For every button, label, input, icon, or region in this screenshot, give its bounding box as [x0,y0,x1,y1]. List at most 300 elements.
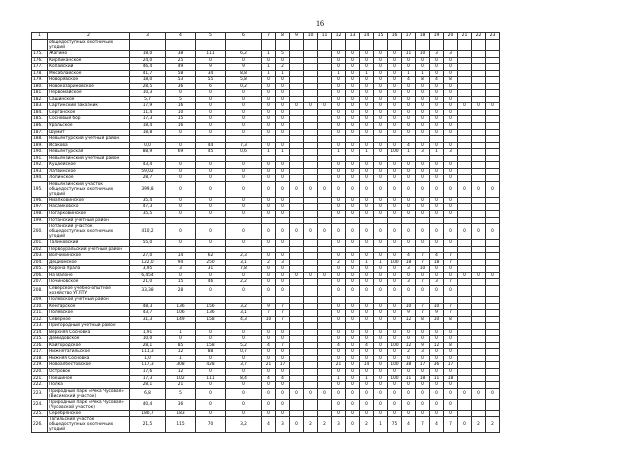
value-cell: 0 [388,349,402,356]
value-cell: 7 [262,310,276,317]
value-cell: 0 [166,142,196,149]
value-cell: 9 [416,342,430,349]
value-cell: 1 [374,259,388,266]
row-number-cell: 186. [32,123,48,130]
value-cell: 0 [360,51,374,58]
value-cell: 7 [416,253,430,260]
value-cell: 0 [472,181,486,197]
value-cell: 0 [444,83,458,90]
name-cell: Кенгарское [48,303,130,310]
value-cell: 3,95 [130,266,166,273]
row-number-cell: 202. [32,246,48,253]
value-cell: 0 [346,355,360,362]
value-cell: 36 [166,83,196,90]
value-cell: 0 [430,109,444,116]
value-cell: 0 [346,197,360,204]
value-cell: 7 [444,279,458,286]
value-cell: 0 [360,129,374,136]
value-cell: 0 [430,272,444,279]
value-cell: 0 [196,224,226,240]
value-cell: 4 [402,142,416,149]
value-cell: 0 [416,211,430,218]
value-cell: 0 [360,272,374,279]
value-cell: 10 [262,316,276,323]
value-cell: 9 [430,310,444,317]
value-cell: 0 [472,388,486,399]
value-cell: 0 [276,349,290,356]
value-cell: 0 [402,90,416,97]
value-cell: 0 [444,224,458,240]
value-cell: 0 [388,83,402,90]
value-cell: 0 [332,90,346,97]
value-cell: 0 [374,362,388,369]
value-cell: 0 [388,168,402,175]
value-cell: 3 [402,266,416,273]
value-cell: 0 [360,197,374,204]
name-cell: Починовское [48,279,130,286]
value-cell: 0 [388,70,402,77]
value-cell: 0 [360,368,374,375]
value-cell: 0 [226,211,262,218]
value-cell: 5,2 [226,342,262,349]
value-cell: 0 [226,388,262,399]
value-cell: 0 [196,336,226,343]
value-cell: 0 [374,123,388,130]
value-cell: 0 [374,162,388,169]
value-cell: 0 [346,51,360,58]
name-cell: Латвинское [48,168,130,175]
name-cell: Сартинский заказник [48,103,130,110]
value-cell: 0 [332,266,346,273]
value-cell: 47,3 [130,204,166,211]
value-cell: 0 [226,285,262,296]
name-cell: Полка [48,382,130,389]
value-cell: 43,4 [130,162,166,169]
value-cell: 21 [262,362,276,369]
value-cell: 0 [402,388,416,399]
value-cell: 0 [332,279,346,286]
value-cell: 4 [262,342,276,349]
value-cell: 0 [332,382,346,389]
value-cell: 0 [388,204,402,211]
value-cell: 0 [226,204,262,211]
value-cell: 183 [166,410,196,417]
row-number-cell: 182. [32,96,48,103]
value-cell: 0 [276,355,290,362]
row-number-cell: 201. [32,240,48,247]
header-cell: 4 [166,33,196,40]
value-cell: 0 [166,211,196,218]
value-cell: 0 [196,410,226,417]
header-cell: 23 [486,33,500,40]
row-number-cell: 181. [32,90,48,97]
value-cell: 0 [444,211,458,218]
value-cell: 3 [332,417,346,433]
value-cell: 5,8 [226,77,262,84]
value-cell: 0 [360,103,374,110]
value-cell: 0 [346,204,360,211]
name-cell: Кайгородское [48,342,130,349]
value-cell: 0 [196,57,226,64]
value-cell: 0 [430,129,444,136]
value-cell: 0 [276,279,290,286]
value-cell [458,285,472,296]
value-cell: 0 [430,181,444,197]
row-number-cell: 177. [32,64,48,71]
value-cell: 0 [374,368,388,375]
value-cell: 3 [402,279,416,286]
value-cell: 0 [416,175,430,182]
value-cell: 0 [374,285,388,296]
value-cell: 0 [374,109,388,116]
value-cell: 0 [196,355,226,362]
value-cell: 0 [196,129,226,136]
value-cell: 0 [416,181,430,197]
value-cell: 0 [444,57,458,64]
name-cell: Верхняя Сосновка [48,329,130,336]
value-cell: 0 [388,64,402,71]
value-cell [226,40,262,51]
value-cell: 0 [262,279,276,286]
value-cell: 0 [458,417,472,433]
value-cell: 0 [196,123,226,130]
value-cell: 0 [416,204,430,211]
value-cell: 0 [332,197,346,204]
value-cell: 0 [374,279,388,286]
value-cell: 7,3 [226,142,262,149]
name-cell: Серганское [48,109,130,116]
table-row [32,285,500,296]
value-cell: 7 [444,259,458,266]
value-cell: 2,3 [226,253,262,260]
value-cell: 18,8 [130,129,166,136]
value-cell: 8 [444,342,458,349]
value-cell: 0 [374,355,388,362]
value-cell: 0 [262,240,276,247]
value-cell: 0 [196,175,226,182]
value-cell: 0 [346,129,360,136]
value-cell: 0 [226,103,262,110]
header-cell: 14 [360,33,374,40]
value-cell: 59,02 [130,168,166,175]
header-cell: 19 [430,33,444,40]
value-cell: 0 [262,162,276,169]
name-cell: Копайский [48,64,130,71]
value-cell: 0 [196,168,226,175]
data-table [31,32,500,433]
name-cell: Пригородный учетный район [48,323,130,330]
row-number-cell: 199. [32,217,48,224]
value-cell: 0 [416,285,430,296]
value-cell: 0 [332,303,346,310]
value-cell: 0 [360,279,374,286]
value-cell: 0 [262,181,276,197]
value-cell: 156 [196,303,226,310]
value-cell: 0 [416,368,430,375]
value-cell: 40,4 [130,399,166,410]
value-cell: 0 [346,109,360,116]
value-cell: 0 [388,109,402,116]
value-cell: 0 [388,103,402,110]
value-cell: 12 [166,349,196,356]
value-cell: 0 [374,83,388,90]
value-cell: 0 [388,285,402,296]
value-cell: 0 [276,368,290,375]
value-cell: 4 [402,417,416,433]
value-cell: 0 [346,96,360,103]
name-cell: Северное [48,316,130,323]
value-cell: 0 [430,266,444,273]
value-cell: 6,454 [130,272,166,279]
value-cell: 0 [388,162,402,169]
value-cell: 55 [196,77,226,84]
value-cell: 0 [402,399,416,410]
value-cell: 0 [346,382,360,389]
value-cell: 3,2 [226,303,262,310]
value-cell: 18 [444,375,458,382]
value-cell [472,285,486,296]
value-cell: 0 [166,175,196,182]
value-cell: 2,2 [226,279,262,286]
value-cell: 0 [276,410,290,417]
value-cell: 5 [276,51,290,58]
value-cell: 136 [196,310,226,317]
value-cell: 11 [402,51,416,58]
row-number-cell: 222. [32,382,48,389]
value-cell: 8 [416,77,430,84]
value-cell: 0 [416,272,430,279]
name-cell: Сашинское [48,96,130,103]
value-cell: 0 [262,175,276,182]
value-cell: 0 [416,116,430,123]
value-cell: 8,4 [226,375,262,382]
value-cell: 28 [166,285,196,296]
value-cell: 0 [444,272,458,279]
value-cell: 38 [166,51,196,58]
row-number-cell: 208. [32,285,48,296]
value-cell: 0 [332,51,346,58]
value-cell: 0 [430,224,444,240]
value-cell [318,399,332,410]
value-cell: 0 [402,103,416,110]
value-cell: 2 [472,417,486,433]
value-cell: 0 [402,175,416,182]
value-cell: 16 [166,123,196,130]
header-cell: 6 [226,33,262,40]
value-cell: 0 [346,310,360,317]
value-cell: 0 [388,175,402,182]
value-cell: 6,2 [226,51,262,58]
value-cell: 0 [346,240,360,247]
name-cell: Нижнетагильское [48,349,130,356]
value-cell: 0 [276,382,290,389]
row-number-cell: 179. [32,77,48,84]
value-cell: 0 [196,116,226,123]
value-cell: 88 [196,349,226,356]
value-cell: 35,4 [130,197,166,204]
value-cell: 0 [332,116,346,123]
value-cell: 0 [196,96,226,103]
value-cell: 0 [388,240,402,247]
name-cell: Первоуральский учетный район [48,246,130,253]
value-cell: 100 [388,342,402,349]
value-cell: 0 [388,197,402,204]
value-cell: 4 [430,253,444,260]
name-cell: Насамковско [48,204,130,211]
value-cell: 0 [360,90,374,97]
value-cell: 34 [196,70,226,77]
value-cell: 0 [332,57,346,64]
value-cell: 0 [304,103,318,110]
value-cell: 0 [374,310,388,317]
value-cell: 250 [196,259,226,266]
value-cell: 0 [360,168,374,175]
value-cell: 0 [360,253,374,260]
table-row [32,224,500,240]
value-cell: 0 [226,382,262,389]
value-cell: 8 [416,316,430,323]
row-number-cell: 225. [32,410,48,417]
value-cell: 17,9 [130,103,166,110]
value-cell: 4 [332,342,346,349]
header-cell: 18 [416,33,430,40]
value-cell: 4 [430,417,444,433]
value-cell: 0 [374,70,388,77]
value-cell: 0 [458,224,472,240]
value-cell: 21 [332,362,346,369]
value-cell: 0 [388,224,402,240]
value-cell: 0 [458,103,472,110]
name-cell: общедоступных охотничьих угодий [48,40,130,51]
value-cell: 10,0 [130,336,166,343]
value-cell: 0 [332,272,346,279]
value-cell: 0 [374,168,388,175]
value-cell: 0 [318,388,332,399]
value-cell: 0 [472,272,486,279]
value-cell: 0 [472,103,486,110]
value-cell: 0 [360,204,374,211]
value-cell: 0 [360,316,374,323]
value-cell: 0 [374,253,388,260]
value-cell: 0 [226,57,262,64]
value-cell: 0 [360,64,374,71]
value-cell: 0 [374,64,388,71]
value-cell: 1 [332,375,346,382]
value-cell: 0 [486,181,500,197]
value-cell [486,285,500,296]
value-cell: 0 [276,96,290,103]
value-cell: 2 [318,417,332,433]
value-cell: 0 [332,355,346,362]
value-cell: 7 [276,303,290,310]
header-cell: 17 [402,33,416,40]
value-cell: 0 [346,388,360,399]
table-row [32,417,500,433]
row-number-cell: 191. [32,155,48,162]
name-cell: Полевской учетный район [48,296,130,303]
value-cell: 7,8 [226,266,262,273]
value-cell: 0 [430,168,444,175]
value-cell: 0 [332,388,346,399]
value-cell: 2 [360,417,374,433]
name-cell: Островок [48,368,130,375]
name-cell: Шумит [48,129,130,136]
value-cell: 0 [262,197,276,204]
value-cell: 0 [332,181,346,197]
name-cell: Тагильский участок общедоступных охотничьих угодий [48,417,130,433]
value-cell: 0 [388,399,402,410]
value-cell: 0 [374,329,388,336]
row-number-cell: 215. [32,336,48,343]
value-cell: 0 [416,142,430,149]
value-cell [304,285,318,296]
value-cell [332,40,346,51]
value-cell: 0 [388,77,402,84]
value-cell: 0 [360,410,374,417]
value-cell: 0 [388,368,402,375]
value-cell: 0 [262,382,276,389]
value-cell: 0 [374,181,388,197]
value-cell: 0 [416,96,430,103]
value-cell: 0 [346,336,360,343]
row-number-cell: 183. [32,103,48,110]
value-cell: 0 [262,349,276,356]
value-cell: 0 [276,175,290,182]
value-cell: 0 [430,142,444,149]
value-cell: 0 [416,329,430,336]
value-cell: 0,6 [226,149,262,156]
value-cell: 12 [402,342,416,349]
value-cell: 0 [402,57,416,64]
value-cell: 0 [416,123,430,130]
value-cell [360,40,374,51]
value-cell: 0 [332,316,346,323]
row-number-cell: 190. [32,149,48,156]
value-cell: 0 [416,410,430,417]
value-cell [318,285,332,296]
value-cell: 0 [360,382,374,389]
value-cell: 0 [416,399,430,410]
value-cell: 0 [416,64,430,71]
value-cell: 17,6 [130,368,166,375]
value-cell: 0 [196,368,226,375]
value-cell: 0 [402,382,416,389]
value-cell: 0 [444,240,458,247]
header-cell: 16 [388,33,402,40]
value-cell: 0 [444,168,458,175]
row-number-cell: 187. [32,129,48,136]
row-number-cell: 205. [32,266,48,273]
value-cell: 49 [166,64,196,71]
value-cell: 0 [388,211,402,218]
value-cell: 0 [166,129,196,136]
value-cell [388,40,402,51]
value-cell: 0 [374,116,388,123]
value-cell: 0 [444,116,458,123]
value-cell: 0 [290,417,304,433]
header-cell: 12 [332,33,346,40]
value-cell: 0 [262,285,276,296]
header-cell: 10 [304,33,318,40]
value-cell: 100 [388,375,402,382]
value-cell: 0 [290,181,304,197]
name-cell: Сосновый бор [48,116,130,123]
value-cell: 0 [360,162,374,169]
name-cell: Серебрянское [48,410,130,417]
value-cell: 0 [276,197,290,204]
value-cell: 0 [166,336,196,343]
value-cell: 0 [388,388,402,399]
